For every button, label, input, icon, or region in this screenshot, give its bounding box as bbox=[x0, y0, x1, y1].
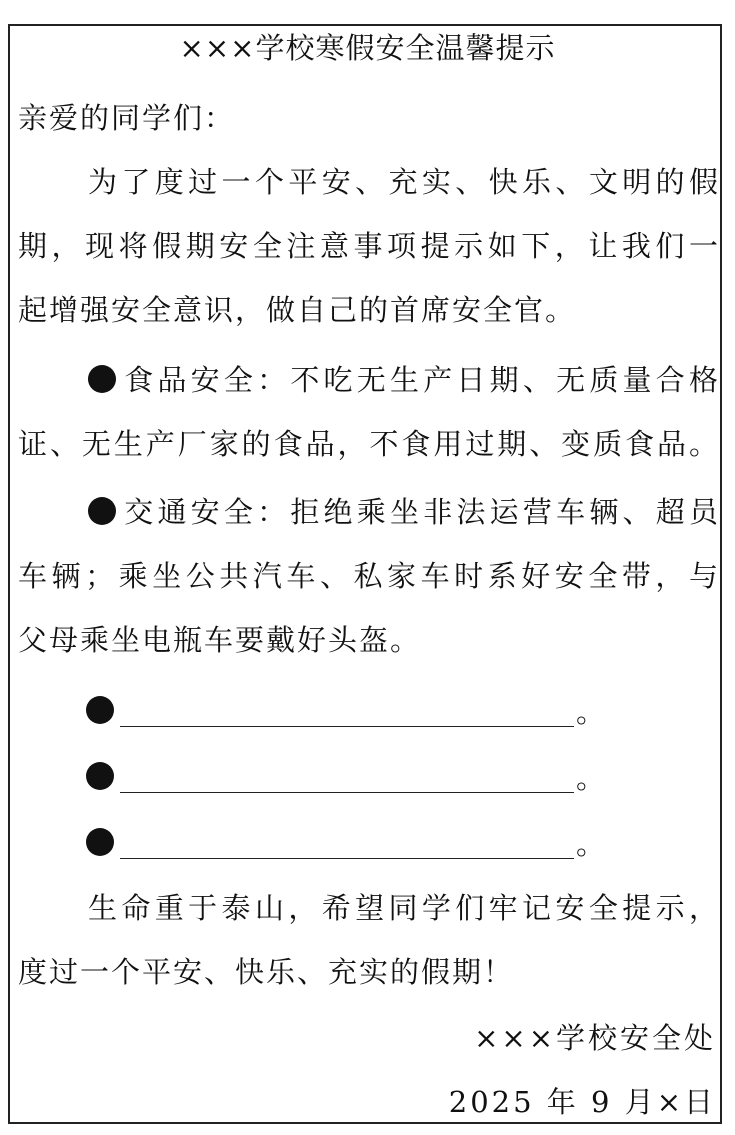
notice-title: ×××学校寒假安全温馨提示 bbox=[179, 31, 556, 65]
intro-line-3: 起增强安全意识，做自己的首席安全官。 bbox=[18, 293, 577, 327]
food-safety-text-1: 食品安全：不吃无生产日期、无质量合格 bbox=[120, 363, 718, 397]
closing-line-2: 度过一个平安、快乐、充实的假期！ bbox=[18, 955, 515, 989]
bullet-icon bbox=[88, 365, 116, 393]
fill-in-blank-line[interactable] bbox=[120, 726, 574, 727]
greeting: 亲爱的同学们： bbox=[18, 101, 236, 135]
signature: ×××学校安全处 bbox=[474, 1021, 716, 1055]
blank-period: 。 bbox=[576, 827, 606, 861]
bullet-icon bbox=[86, 696, 114, 724]
fill-in-blank-line[interactable] bbox=[120, 792, 574, 793]
intro-line-1: 为了度过一个平安、充实、快乐、文明的假 bbox=[88, 165, 718, 199]
fill-in-blank-line[interactable] bbox=[120, 858, 574, 859]
traffic-safety-line-1 bbox=[88, 492, 718, 532]
blank-period: 。 bbox=[576, 695, 606, 729]
traffic-safety-line-3: 父母乘坐电瓶车要戴好头盔。 bbox=[18, 623, 422, 657]
food-safety-line-1 bbox=[88, 360, 718, 400]
traffic-safety-text-1: 交通安全：拒绝乘坐非法运营车辆、超员 bbox=[120, 495, 718, 529]
bullet-icon bbox=[88, 497, 116, 525]
intro-line-2: 期，现将假期安全注意事项提示如下，让我们一 bbox=[18, 229, 718, 263]
traffic-safety-line-2: 车辆；乘坐公共汽车、私家车时系好安全带，与 bbox=[18, 559, 718, 593]
bullet-icon bbox=[86, 762, 114, 790]
date: 2025 年 9 月×日 bbox=[448, 1085, 716, 1119]
closing-line-1: 生命重于泰山，希望同学们牢记安全提示， bbox=[88, 891, 718, 925]
blank-period: 。 bbox=[576, 761, 606, 795]
bullet-icon bbox=[86, 828, 114, 856]
food-safety-line-2: 证、无生产厂家的食品，不食用过期、变质食品。 bbox=[18, 427, 718, 461]
